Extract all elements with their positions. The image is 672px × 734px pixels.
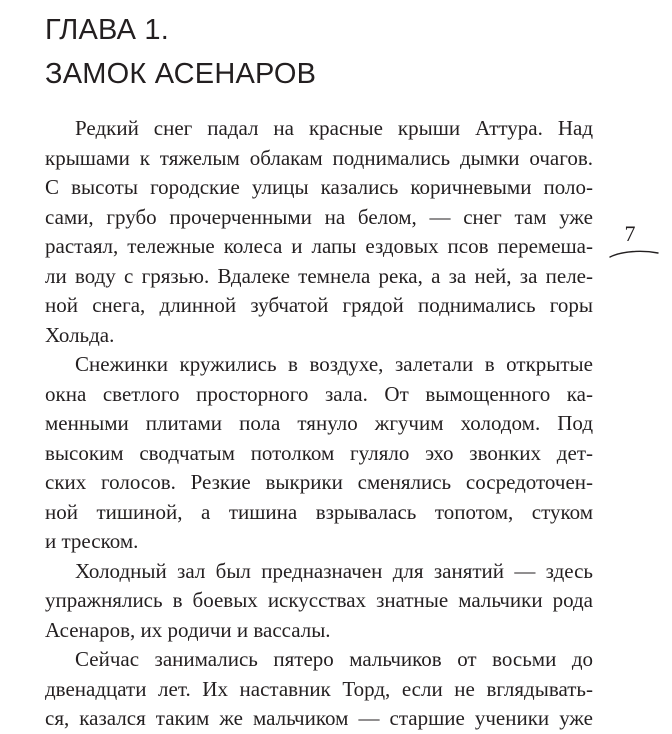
text-line: Хольда. bbox=[45, 322, 115, 347]
paragraph bbox=[45, 114, 593, 350]
text-line: растаял, тележные колеса и лапы ездовых псов перемеша- bbox=[45, 234, 593, 258]
text-line: сами, грубо прочерченными на белом, — снег там уже bbox=[45, 204, 593, 229]
text-line: ся, казался таким же мальчиком — старшие ученики уже bbox=[45, 706, 593, 730]
text-line: крышами к тяжелым облакам поднимались дымки очагов. bbox=[45, 145, 593, 170]
text-line: Снежинки кружились в воздухе, залетали в открытые bbox=[75, 352, 593, 376]
paragraph bbox=[45, 645, 593, 734]
text-line: Холодный зал был предназначен для занятий — здесь bbox=[75, 558, 593, 583]
page-number-swash-ornament bbox=[608, 248, 660, 260]
text-line: С высоты городские улицы казались коричневыми поло- bbox=[45, 175, 593, 199]
body-text bbox=[45, 114, 593, 734]
page-number: 7 bbox=[624, 221, 636, 246]
chapter-number: ГЛАВА 1. bbox=[45, 14, 170, 46]
text-line: двенадцати лет. Их наставник Торд, если не вглядывать- bbox=[45, 676, 593, 701]
chapter-title: ЗАМОК АСЕНАРОВ bbox=[45, 58, 317, 90]
text-line: высоким сводчатым потолком гуляло эхо звонких дет- bbox=[45, 440, 593, 465]
text-line: ной тишиной, а тишина взрывалась топотом, стуком bbox=[45, 499, 593, 524]
text-line: Сейчас занимались пятеро мальчиков от восьми до bbox=[75, 647, 593, 671]
paragraph bbox=[45, 350, 593, 557]
text-line: ной снега, длинной зубчатой грядой поднимались горы bbox=[45, 293, 593, 317]
text-line: и треском. bbox=[45, 529, 139, 553]
text-line: упражнялись в боевых искусствах знатные мальчики рода bbox=[45, 588, 593, 612]
text-line: окна светлого просторного зала. От вымощенного ка- bbox=[45, 381, 593, 406]
text-line: Редкий снег падал на красные крыши Аттура. Над bbox=[75, 116, 593, 140]
text-line: ских голосов. Резкие выкрики сменялись сосредоточен- bbox=[45, 470, 593, 494]
chapter-heading bbox=[45, 8, 316, 96]
text-line: ли воду с грязью. Вдалеке темнела река, а за ней, за пеле- bbox=[45, 263, 593, 288]
paragraph bbox=[45, 557, 593, 646]
text-line: менными плитами пола тянуло жгучим холодом. Под bbox=[45, 411, 593, 435]
text-line: Асенаров, их родичи и вассалы. bbox=[45, 617, 331, 642]
